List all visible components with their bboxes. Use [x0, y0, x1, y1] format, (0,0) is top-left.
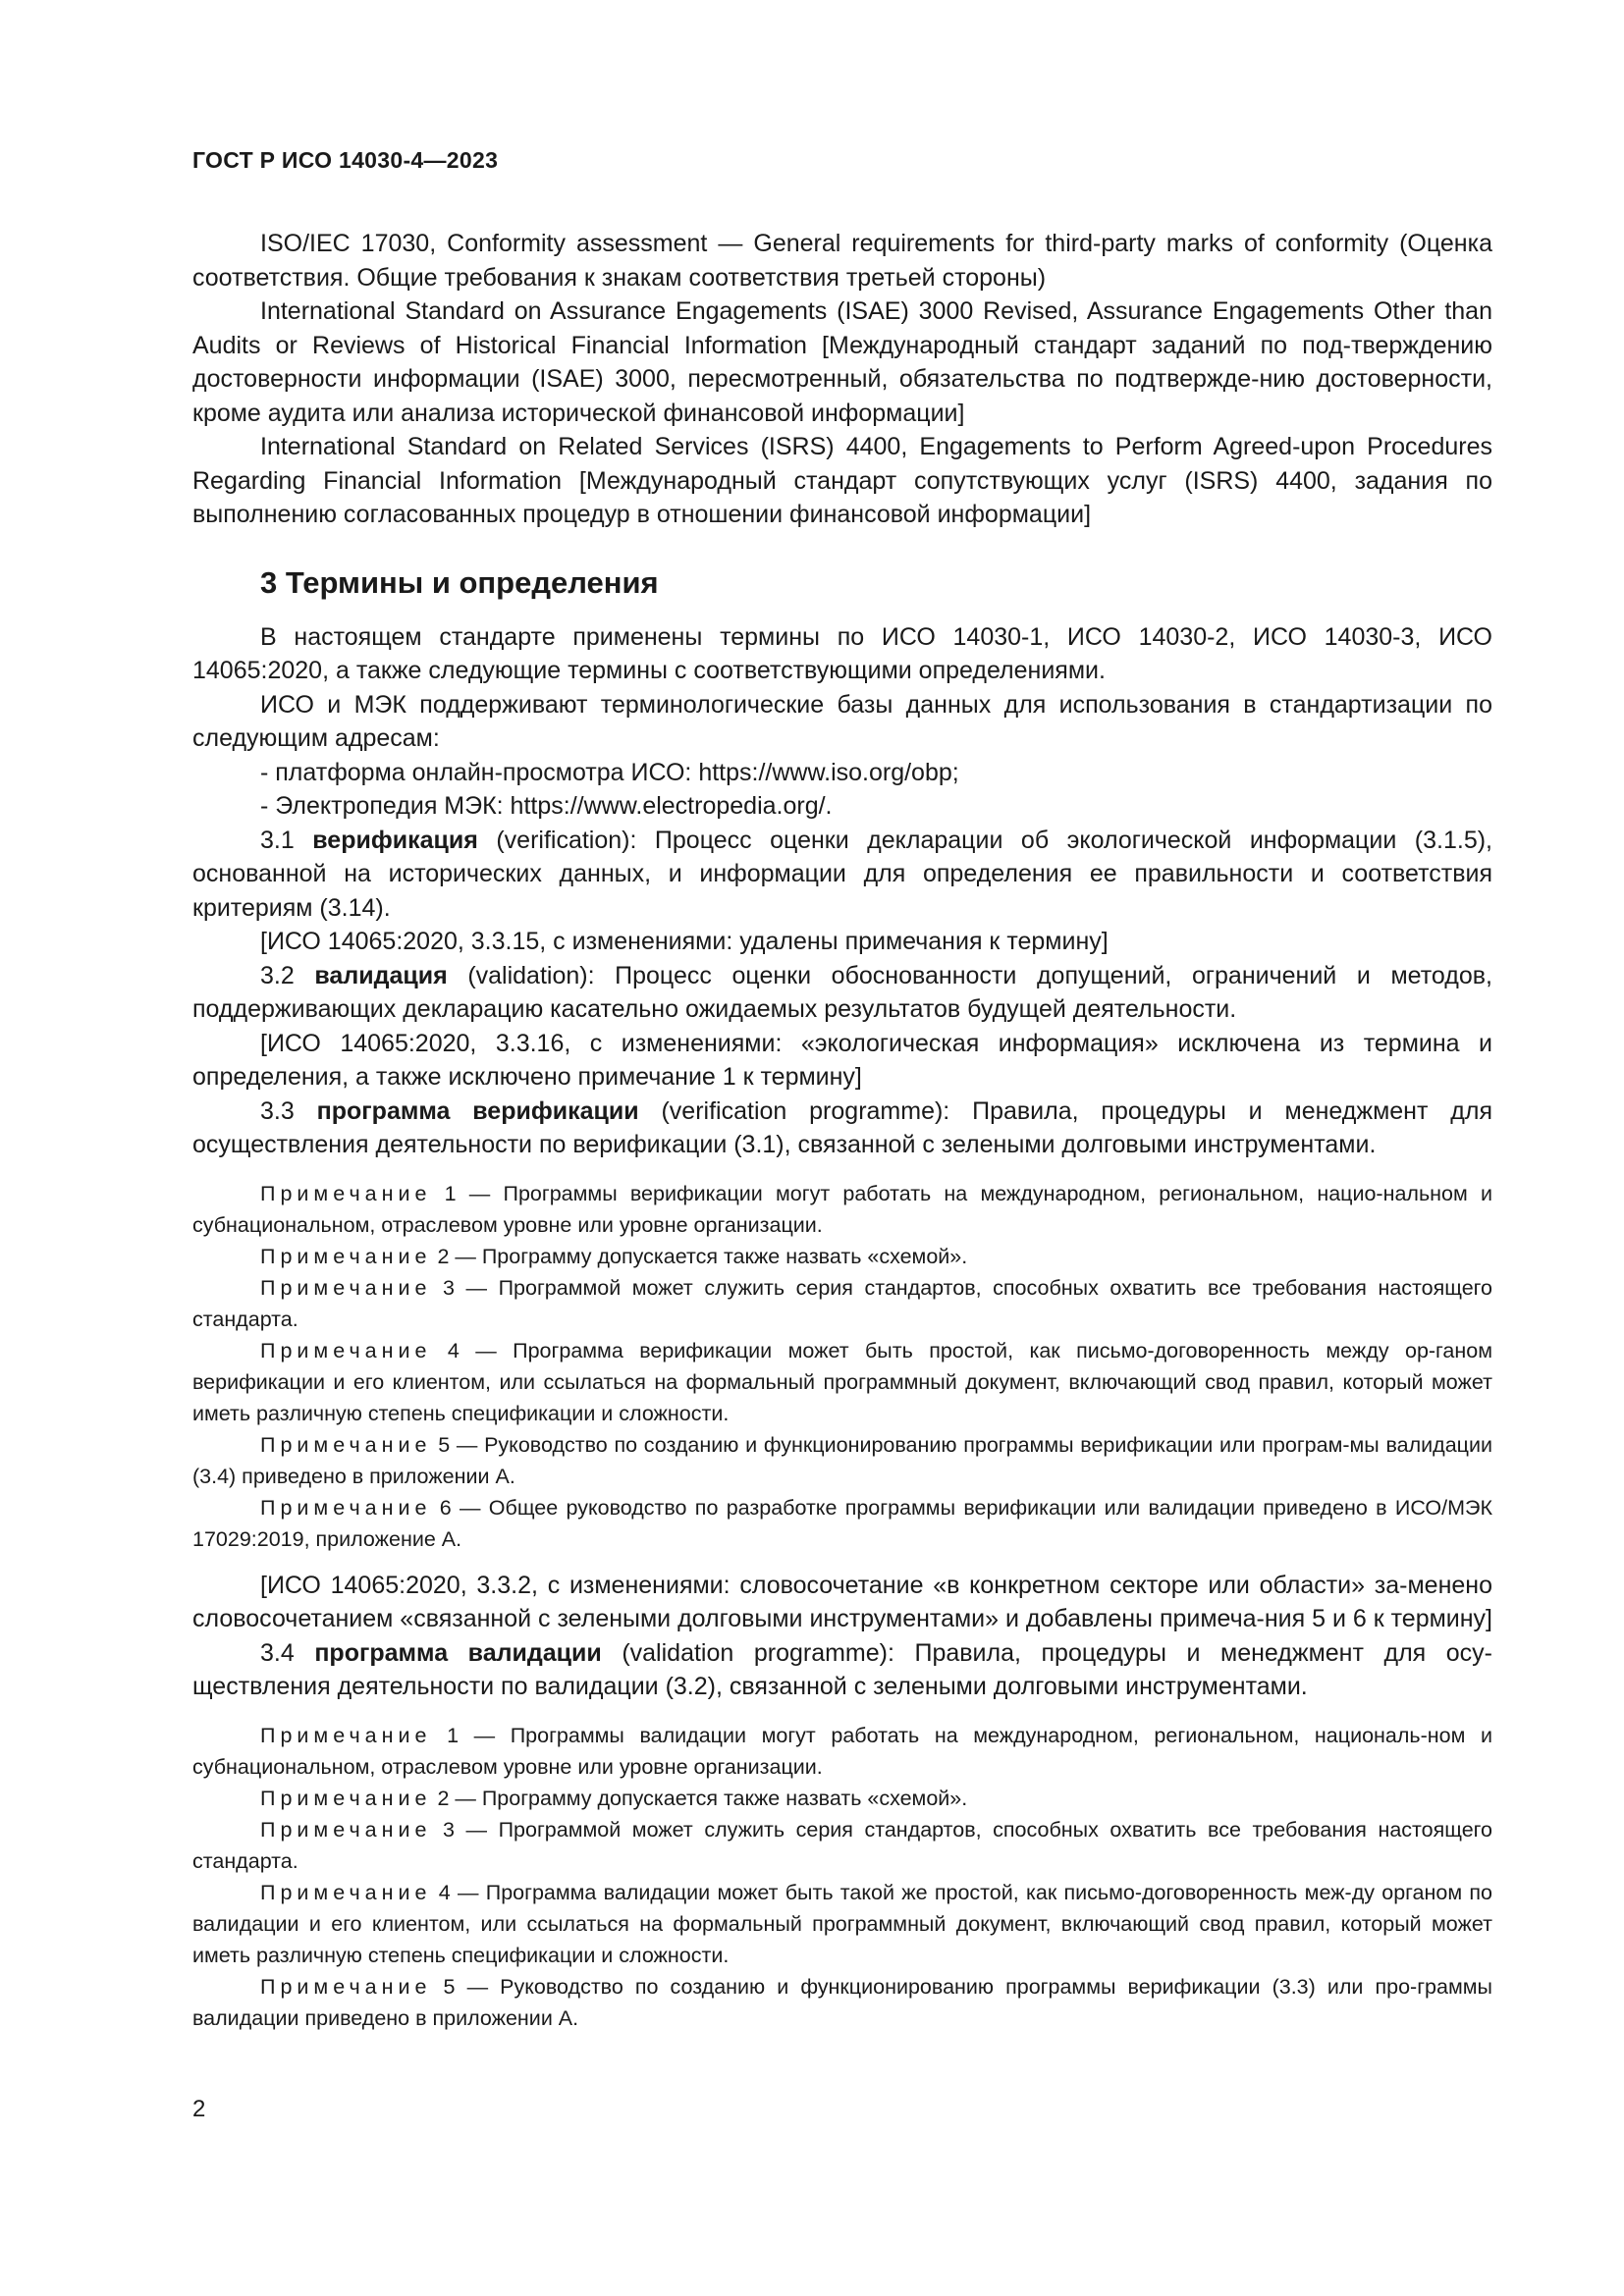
document-page	[192, 147, 1492, 2048]
intro-list-item: - платформа онлайн-просмотра ИСО: https://www.iso.org/obp;	[260, 758, 959, 786]
note-label: Примечание	[260, 1244, 432, 1268]
term-name: программа валидации	[314, 1638, 602, 1667]
section-body-continued	[192, 1569, 1492, 1704]
term-name: валидация	[314, 961, 448, 989]
note-item	[192, 1241, 1492, 1272]
note-item	[192, 1783, 1492, 1814]
term-number: 3.3	[260, 1096, 295, 1125]
term-name: верификация	[312, 826, 478, 854]
note-text: 4 — Программа валидации может быть такой же простой, как письмо-договоренность меж-ду органом по валидации и его клиентом, или ссылаться на формальный программный документ, включающий свод правил, который может иметь различную степень спецификации и сложности.	[192, 1880, 1492, 1967]
term-definition: (verification programme): Правила, процедуры и менеджмент для осуществления деятельности по верификации (3.1), связанной с зелеными долговыми инструментами.	[192, 1096, 1492, 1158]
reference-isrs-4400: International Standard on Related Services (ISRS) 4400, Engagements to Perform Agreed-upon Procedures Regarding Financial Information [Международный стандарт сопутствующих услуг (ISRS) 4400, задания по выполнению согласованных процедур в отношении финансовой информации]	[192, 433, 1492, 528]
references-block	[192, 227, 1492, 532]
note-label: Примечание	[260, 1786, 432, 1810]
note-label: Примечание	[260, 1974, 432, 1999]
section-body	[192, 620, 1492, 1162]
intro-paragraph: В настоящем стандарте применены термины по ИСО 14030-1, ИСО 14030-2, ИСО 14030-3, ИСО 14065:2020, а также следующие термины с соответствующими определениями.	[192, 622, 1492, 684]
note-text: 1 — Программы верификации могут работать на международном, региональном, нацио-нальном и субнациональном, отраслевом уровне или уровне организации.	[192, 1181, 1492, 1237]
note-item	[192, 1429, 1492, 1492]
intro-paragraph: ИСО и МЭК поддерживают терминологические базы данных для использования в стандартизации по следующим адресам:	[192, 690, 1492, 752]
term-definition: (validation programme): Правила, процедуры и менеджмент для осу-ществления деятельности по валидации (3.2), связанной с зелеными долговыми инструментами.	[192, 1638, 1492, 1700]
note-text: 2 — Программу допускается также назвать «схемой».	[437, 1244, 968, 1268]
reference-iso-iec-17030: ISO/IEC 17030, Conformity assessment — General requirements for third-party marks of conformity (Оценка соответствия. Общие требования к знакам соответствия третьей стороны)	[192, 230, 1492, 292]
note-item	[192, 1720, 1492, 1783]
term-source: [ИСО 14065:2020, 3.3.15, с изменениями: удалены примечания к термину]	[260, 928, 1109, 955]
term-number: 3.1	[260, 826, 295, 854]
note-label: Примечание	[260, 1338, 432, 1362]
note-label: Примечание	[260, 1275, 432, 1300]
note-label: Примечание	[260, 1817, 432, 1842]
note-item	[192, 1971, 1492, 2034]
notes-block-3-4	[192, 1720, 1492, 2034]
note-item	[192, 1877, 1492, 1971]
term-entry-3-3	[192, 1095, 1492, 1162]
note-item	[192, 1814, 1492, 1877]
note-item	[192, 1272, 1492, 1335]
term-name: программа верификации	[316, 1096, 639, 1125]
note-label: Примечание	[260, 1880, 432, 1904]
term-source: [ИСО 14065:2020, 3.3.2, с изменениями: словосочетание «в конкретном секторе или области» за-менено словосочетанием «связанной с зелеными долговыми инструментами» и добавлены примеча-ния 5 и 6 к термину]	[192, 1571, 1492, 1632]
term-entry-3-2	[192, 959, 1492, 1027]
document-header: ГОСТ Р ИСО 14030-4—2023	[192, 147, 499, 173]
note-label: Примечание	[260, 1181, 432, 1205]
note-text: 2 — Программу допускается также назвать «схемой».	[437, 1786, 968, 1810]
note-text: 3 — Программой может служить серия стандартов, способных охватить все требования настоящего стандарта.	[192, 1817, 1492, 1873]
note-text: 5 — Руководство по созданию и функционированию программы верификации или програм-мы валидации (3.4) приведено в приложении А.	[192, 1432, 1492, 1488]
term-number: 3.4	[260, 1638, 295, 1667]
term-definition: (verification): Процесс оценки декларации об экологической информации (3.1.5), основанной на исторических данных, и информации для определения ее правильности и соответствия критериям (3.14).	[192, 826, 1492, 922]
intro-list-item: - Электропедия МЭК: https://www.electropedia.org/.	[260, 792, 833, 820]
note-text: 5 — Руководство по созданию и функционированию программы верификации (3.3) или про-граммы валидации приведено в приложении А.	[192, 1974, 1492, 2030]
page-number: 2	[192, 2096, 206, 2122]
term-entry-3-4	[192, 1636, 1492, 1704]
reference-isae-3000: International Standard on Assurance Engagements (ISAE) 3000 Revised, Assurance Engagements Other than Audits or Reviews of Historical Financial Information [Международный стандарт заданий по под-тверждению достоверности информации (ISAE) 3000, пересмотренный, обязательства по подтвержде-нию достоверности, кроме аудита или анализа исторической финансовой информации]	[192, 297, 1492, 427]
note-item	[192, 1335, 1492, 1429]
note-label: Примечание	[260, 1432, 432, 1457]
section-title: 3 Термины и определения	[260, 564, 659, 600]
note-item	[192, 1492, 1492, 1555]
note-item	[192, 1178, 1492, 1241]
note-label: Примечание	[260, 1723, 432, 1747]
term-source: [ИСО 14065:2020, 3.3.16, с изменениями: «экологическая информация» исключена из термина и определения, а также исключено примечание 1 к термину]	[192, 1029, 1492, 1091]
note-text: 4 — Программа верификации может быть простой, как письмо-договоренность между ор-ганом верификации и его клиентом, или ссылаться на формальный программный документ, включающий свод правил, который может иметь различную степень спецификации и сложности.	[192, 1338, 1492, 1425]
term-number: 3.2	[260, 961, 295, 989]
note-text: 6 — Общее руководство по разработке программы верификации или валидации приведено в ИСО/МЭК 17029:2019, приложение А.	[192, 1495, 1492, 1551]
note-text: 3 — Программой может служить серия стандартов, способных охватить все требования настоящего стандарта.	[192, 1275, 1492, 1331]
note-label: Примечание	[260, 1495, 432, 1520]
term-definition: (validation): Процесс оценки обоснованности допущений, ограничений и методов, поддерживающих декларацию касательно ожидаемых результатов будущей деятельности.	[192, 961, 1492, 1023]
notes-block-3-3	[192, 1178, 1492, 1555]
term-entry-3-1	[192, 824, 1492, 926]
note-text: 1 — Программы валидации могут работать на международном, региональном, националь-ном и субнациональном, отраслевом уровне или уровне организации.	[192, 1723, 1492, 1779]
